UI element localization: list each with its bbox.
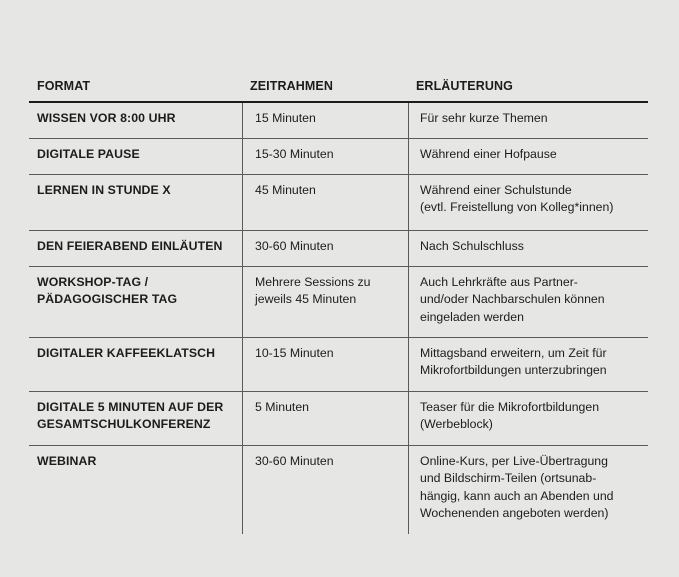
format-cell: WEBINAR bbox=[37, 454, 97, 468]
format-cell: DEN FEIERABEND EINLÄUTEN bbox=[37, 239, 223, 253]
format-cell: LERNEN IN STUNDE X bbox=[37, 183, 171, 197]
table-row bbox=[29, 175, 648, 231]
table-row bbox=[29, 267, 648, 338]
erlaeuterung-cell: Mittagsband erweitern, um Zeit für Mikrofortbildungen unterzubringen bbox=[408, 338, 648, 391]
format-cell: DIGITALE PAUSE bbox=[37, 147, 140, 161]
zeitrahmen-cell: 5 Minuten bbox=[242, 392, 408, 445]
header-format: FORMAT bbox=[37, 79, 91, 93]
format-cell: DIGITALER KAFFEEKLATSCH bbox=[37, 346, 216, 360]
erlaeuterung-cell: Nach Schulschluss bbox=[408, 231, 648, 266]
erlaeuterung-cell: Teaser für die Mikrofortbildungen (Werbeblock) bbox=[408, 392, 648, 445]
format-cell: WORKSHOP-TAG / PÄDAGOGISCHER TAG bbox=[37, 275, 178, 307]
zeitrahmen-cell: 15 Minuten bbox=[242, 103, 408, 138]
zeitrahmen-cell: 10-15 Minuten bbox=[242, 338, 408, 391]
erlaeuterung-cell: Während einer Schulstunde (evtl. Freistellung von Kolleg*innen) bbox=[408, 175, 648, 230]
erlaeuterung-cell: Für sehr kurze Themen bbox=[408, 103, 648, 138]
format-cell: DIGITALE 5 MINUTEN AUF DER GESAMTSCHULKONFERENZ bbox=[37, 400, 224, 432]
zeitrahmen-cell: 30-60 Minuten bbox=[242, 231, 408, 266]
format-cell: WISSEN VOR 8:00 UHR bbox=[37, 111, 176, 125]
erlaeuterung-cell: Online-Kurs, per Live-Übertragung und Bildschirm-Teilen (ortsunab- hängig, kann auch an Abenden und Wochenenden angeboten werden) bbox=[408, 446, 648, 534]
zeitrahmen-cell: 45 Minuten bbox=[242, 175, 408, 230]
table-row bbox=[29, 139, 648, 175]
table-row bbox=[29, 392, 648, 446]
table-row bbox=[29, 103, 648, 139]
zeitrahmen-cell: 30-60 Minuten bbox=[242, 446, 408, 534]
format-table bbox=[29, 76, 648, 534]
table-header bbox=[29, 76, 648, 103]
table-row bbox=[29, 338, 648, 392]
zeitrahmen-cell: Mehrere Sessions zu jeweils 45 Minuten bbox=[242, 267, 408, 337]
erlaeuterung-cell: Auch Lehrkräfte aus Partner- und/oder Nachbarschulen können eingeladen werden bbox=[408, 267, 648, 337]
header-zeitrahmen: ZEITRAHMEN bbox=[250, 79, 333, 93]
table-body bbox=[29, 103, 648, 534]
zeitrahmen-cell: 15-30 Minuten bbox=[242, 139, 408, 174]
erlaeuterung-cell: Während einer Hofpause bbox=[408, 139, 648, 174]
table-row bbox=[29, 231, 648, 267]
header-erlaeuterung: ERLÄUTERUNG bbox=[416, 79, 513, 93]
table-row bbox=[29, 446, 648, 534]
